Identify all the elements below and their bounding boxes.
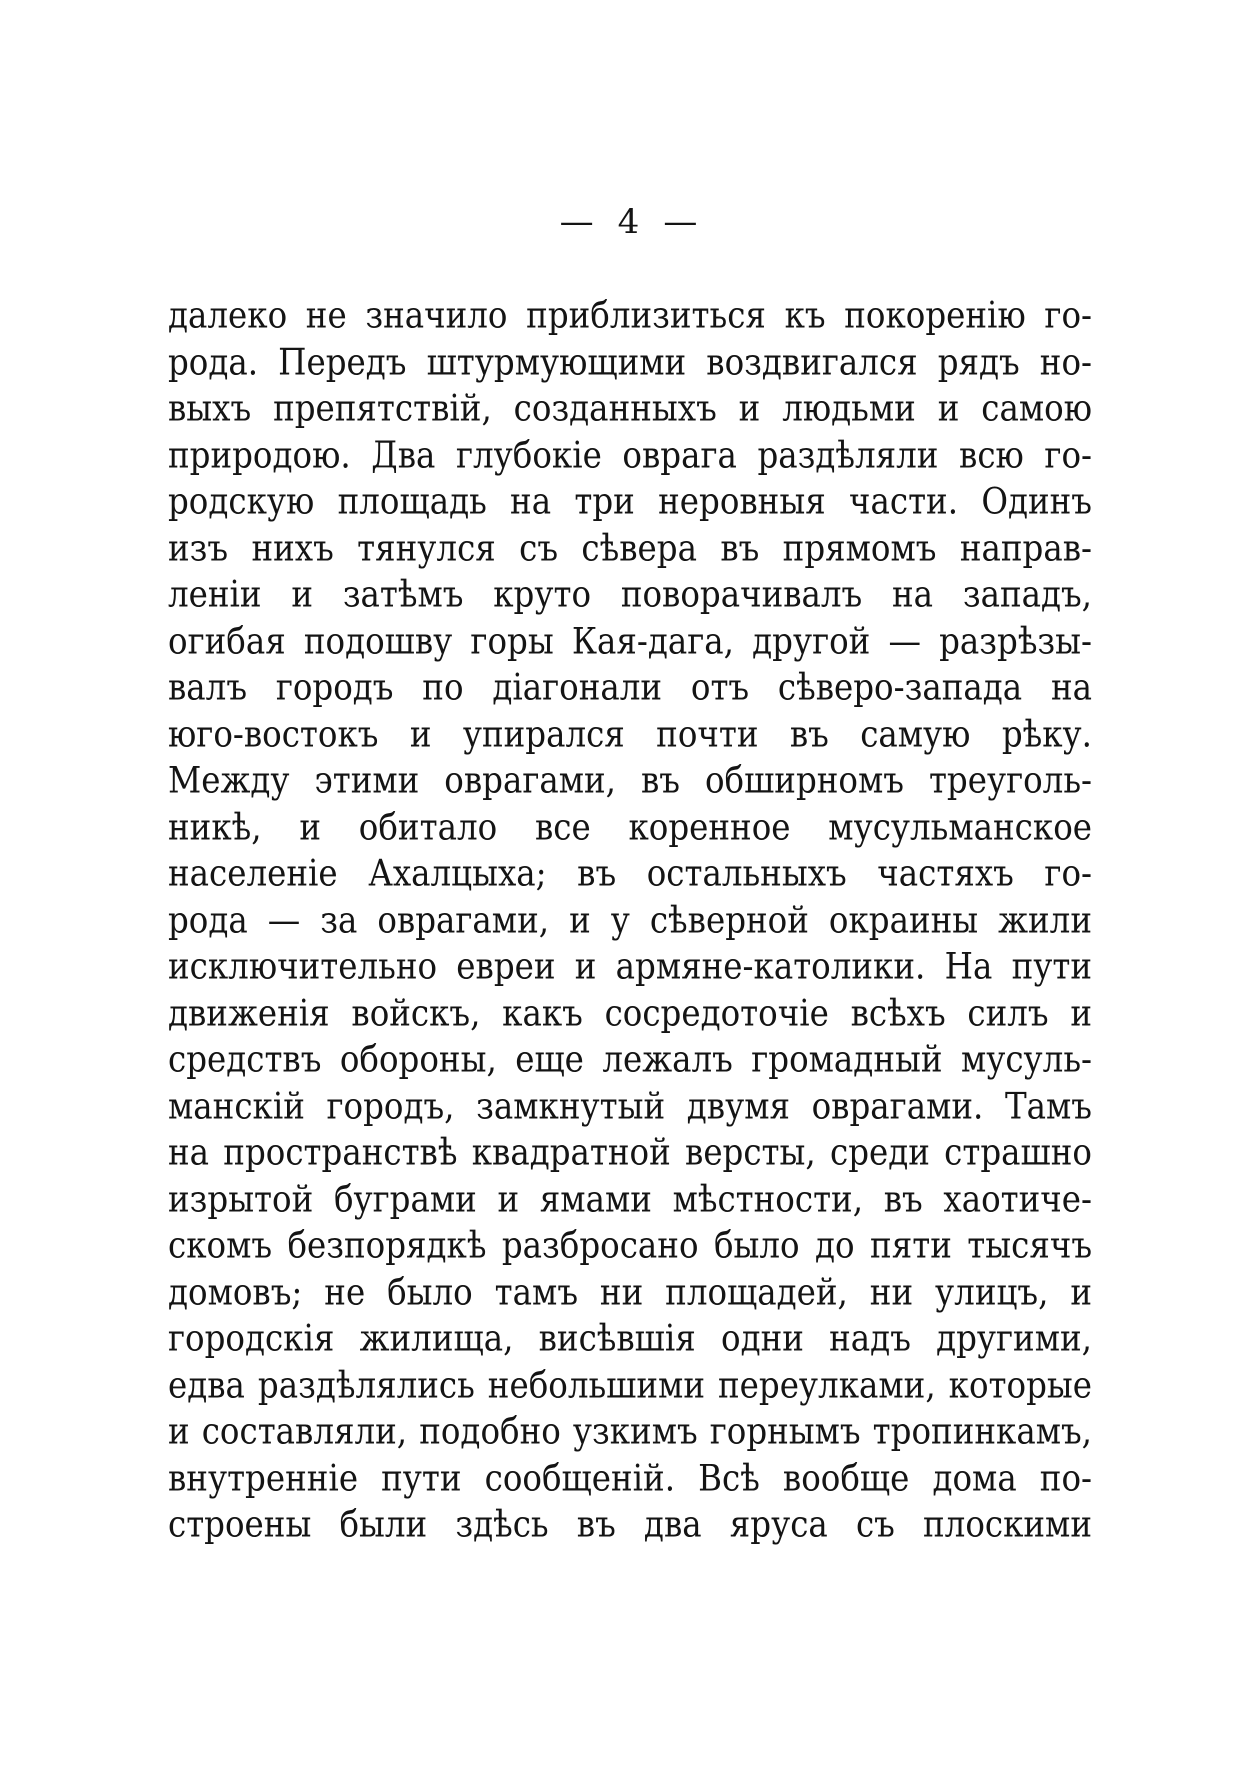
text-line: скомъ безпорядкѣ разбросано было до пяти тысячъ (168, 1223, 1092, 1267)
text-line: изъ нихъ тянулся съ сѣвера въ прямомъ направ- (168, 526, 1092, 569)
page-number: 4 (617, 202, 642, 242)
text-line: населеніе Ахалцыха; въ остальныхъ частяхъ го- (168, 851, 1092, 895)
text-line: внутренніе пути сообщеній. Всѣ вообще дома по- (168, 1456, 1092, 1499)
text-line: выхъ препятствій, созданныхъ и людьми и самою (168, 386, 1092, 430)
text-line: огибая подошву горы Кая-дага, другой — разрѣзы- (168, 619, 1092, 662)
body-text (168, 292, 1092, 1548)
text-line: природою. Два глубокіе оврага раздѣляли всю го- (168, 433, 1092, 476)
text-line: движенія войскъ, какъ сосредоточіе всѣхъ силъ и (168, 991, 1092, 1034)
text-line: валъ городъ по діагонали отъ сѣверо-запада на (168, 665, 1092, 709)
text-line: Между этими оврагами, въ обширномъ треуголь- (168, 758, 1092, 802)
text-line: и составляли, подобно узкимъ горнымъ тропинкамъ, (168, 1409, 1092, 1453)
text-line: исключительно евреи и армяне-католики. На пути (168, 944, 1092, 988)
dash-right: — (663, 202, 700, 242)
text-line: леніи и затѣмъ круто поворачивалъ на западъ, (168, 572, 1092, 616)
text-line: юго-востокъ и упирался почти въ самую рѣку. (168, 712, 1092, 755)
text-line: домовъ; не было тамъ ни площадей, ни улицъ, и (168, 1270, 1092, 1313)
text-line: рода. Передъ штурмующими воздвигался рядъ но- (168, 340, 1092, 383)
text-line: едва раздѣлялись небольшими переулками, которые (168, 1363, 1092, 1406)
text-line: далеко не значило приблизиться къ покоренію го- (168, 293, 1092, 337)
page-number-header (0, 202, 1259, 242)
text-line: рода — за оврагами, и у сѣверной окраины жили (168, 898, 1092, 941)
text-line: городскія жилища, висѣвшія одни надъ другими, (168, 1316, 1092, 1360)
text-line: на пространствѣ квадратной версты, среди страшно (168, 1130, 1092, 1174)
text-line: никѣ, и обитало все коренное мусульманское (168, 805, 1092, 848)
dash-left: — (559, 202, 596, 242)
text-line: строены были здѣсь въ два яруса съ плоскими (168, 1502, 1092, 1546)
text-line: манскій городъ, замкнутый двумя оврагами. Тамъ (168, 1084, 1092, 1127)
text-line: изрытой буграми и ямами мѣстности, въ хаотиче- (168, 1177, 1092, 1220)
text-line: родскую площадь на три неровныя части. Одинъ (168, 479, 1092, 523)
text-line: средствъ обороны, еще лежалъ громадный мусуль- (168, 1037, 1092, 1081)
